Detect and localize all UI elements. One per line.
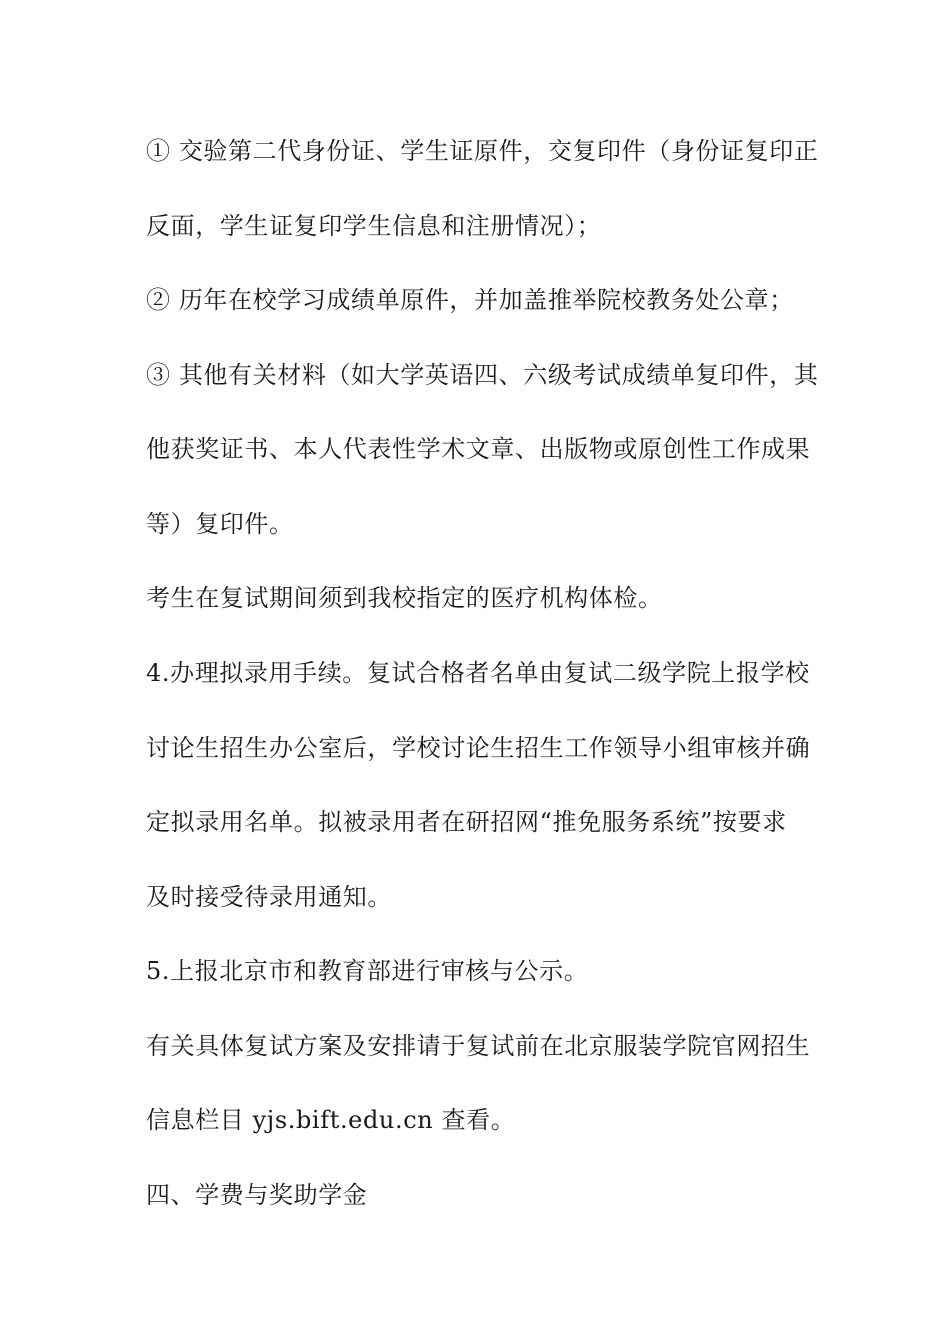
text-line-report-review: 5.上报北京市和教育部进行审核与公示。 bbox=[146, 957, 589, 985]
text-line-medical-exam: 考生在复试期间须到我校指定的医疗机构体检。 bbox=[146, 584, 663, 612]
text-line-other-materials-end: 等）复印件。 bbox=[146, 510, 294, 538]
text-line-retest-plan: 有关具体复试方案及安排请于复试前在北京服装学院官网招生 bbox=[146, 1032, 811, 1060]
text-line-retest-website: 信息栏目 yjs.bift.edu.cn 查看。 bbox=[146, 1106, 516, 1134]
text-line-admission-procedure: 4.办理拟录用手续。复试合格者名单由复试二级学院上报学校 bbox=[146, 659, 810, 687]
text-line-admission-procedure-cont: 讨论生招生办公室后，学校讨论生招生工作领导小组审核并确 bbox=[146, 734, 811, 762]
text-line-admission-list: 定拟录用名单。拟被录用者在研招网“推免服务系统”按要求 bbox=[146, 808, 787, 836]
section-heading-tuition: 四、学费与奖助学金 bbox=[146, 1181, 368, 1209]
text-line-id-card-cont: 反面，学生证复印学生信息和注册情况）； bbox=[146, 212, 602, 240]
text-line-other-materials-cont: 他获奖证书、本人代表性学术文章、出版物或原创性工作成果 bbox=[146, 435, 811, 463]
text-line-transcript: ② 历年在校学习成绩单原件，并加盖推举院校教务处公章； bbox=[146, 286, 794, 314]
text-line-other-materials: ③ 其他有关材料（如大学英语四、六级考试成绩单复印件，其 bbox=[146, 361, 819, 389]
text-line-admission-notice: 及时接受待录用通知。 bbox=[146, 883, 392, 911]
text-line-id-card: ① 交验第二代身份证、学生证原件，交复印件（身份证复印正 bbox=[146, 137, 819, 165]
